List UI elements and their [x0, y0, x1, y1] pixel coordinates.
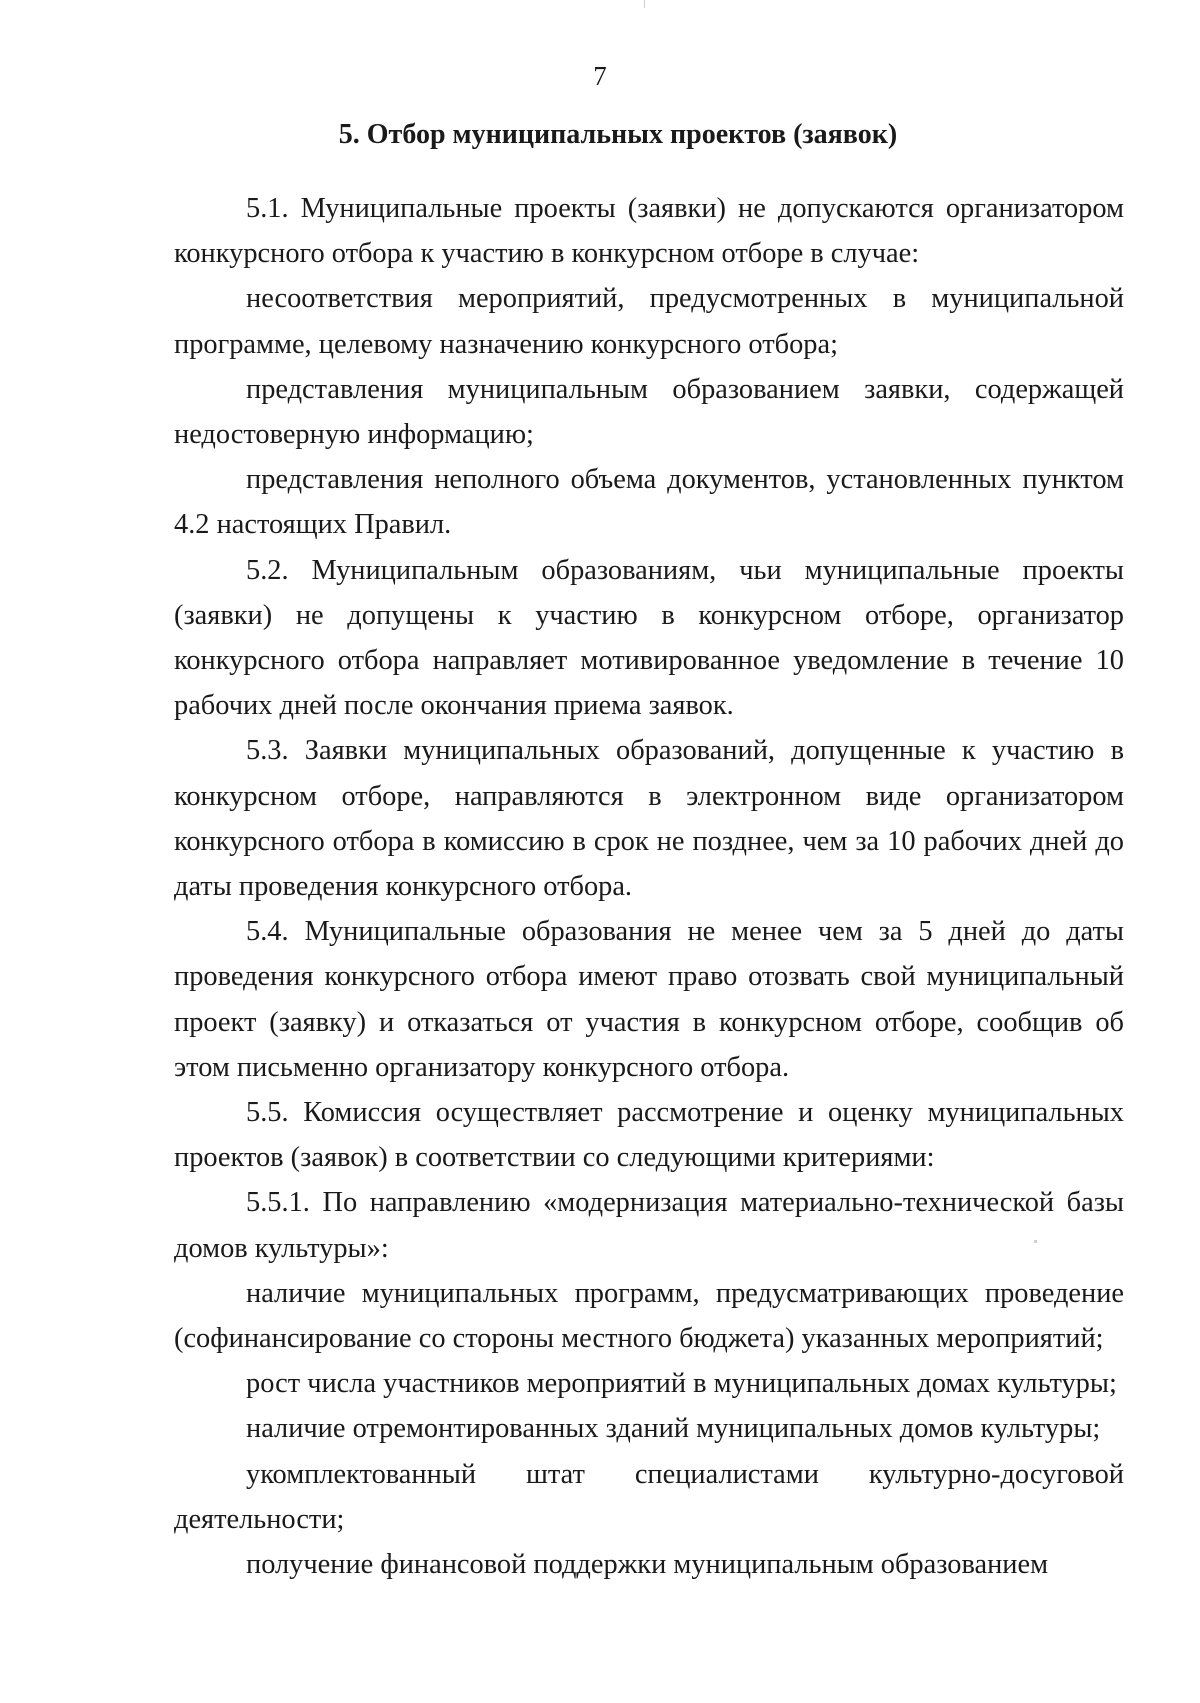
paragraph-5-1: 5.1. Муниципальные проекты (заявки) не допускаются организатором конкурсного отбора к участию в конкурсном отборе в случае:	[174, 193, 1124, 270]
paragraph-5-4: 5.4. Муниципальные образования не менее чем за 5 дней до даты проведения конкурсного отбора имеют право отозвать свой муниципальный проект (заявку) и отказаться от участия в конкурсном отборе, сообщив об этом письменно организатору конкурсного отбора.	[174, 916, 1124, 1083]
page-number: 7	[593, 61, 607, 91]
paragraph-5-3: 5.3. Заявки муниципальных образований, допущенные к участию в конкурсном отборе, направляются в электронном виде организатором конкурсного отбора в комиссию в срок не позднее, чем за 10 рабочих дней до даты проведения конкурсного отбора.	[174, 735, 1124, 903]
paragraph-item: несоответствия мероприятий, предусмотренных в муниципальной программе, целевому назначению конкурсного отбора;	[174, 283, 1124, 360]
paragraph-item: укомплектованный штат специалистами культурно-досуговой деятельности;	[174, 1458, 1124, 1535]
paragraph-item: наличие отремонтированных зданий муниципальных домов культуры;	[246, 1413, 1101, 1445]
paragraph-item: представления муниципальным образованием заявки, содержащей недостоверную информацию;	[174, 373, 1124, 451]
scan-mark	[1034, 1240, 1037, 1243]
scan-mark	[644, 0, 645, 8]
paragraph-item: получение финансовой поддержки муниципальным образованием	[246, 1549, 1049, 1581]
paragraph-5-2: 5.2. Муниципальным образованиям, чьи муниципальные проекты (заявки) не допущены к участию в конкурсном отборе, организатор конкурсного отбора направляет мотивированное уведомление в течение 10 рабочих дней после окончания приема заявок.	[174, 554, 1124, 722]
paragraph-item: наличие муниципальных программ, предусматривающих проведение (софинансирование со стороны местного бюджета) указанных мероприятий;	[174, 1277, 1124, 1355]
document-body	[174, 186, 1124, 1587]
paragraph-5-5-1: 5.5.1. По направлению «модернизация материально-технической базы домов культуры»:	[174, 1187, 1124, 1264]
section-title: 5. Отбор муниципальных проектов (заявок)	[338, 119, 898, 150]
paragraph-item: представления неполного объема документов, установленных пунктом 4.2 настоящих Правил.	[174, 464, 1124, 541]
paragraph-item: рост числа участников мероприятий в муниципальных домах культуры;	[246, 1368, 1117, 1400]
paragraph-5-5: 5.5. Комиссия осуществляет рассмотрение и оценку муниципальных проектов (заявок) в соответствии со следующими критериями:	[174, 1097, 1124, 1174]
